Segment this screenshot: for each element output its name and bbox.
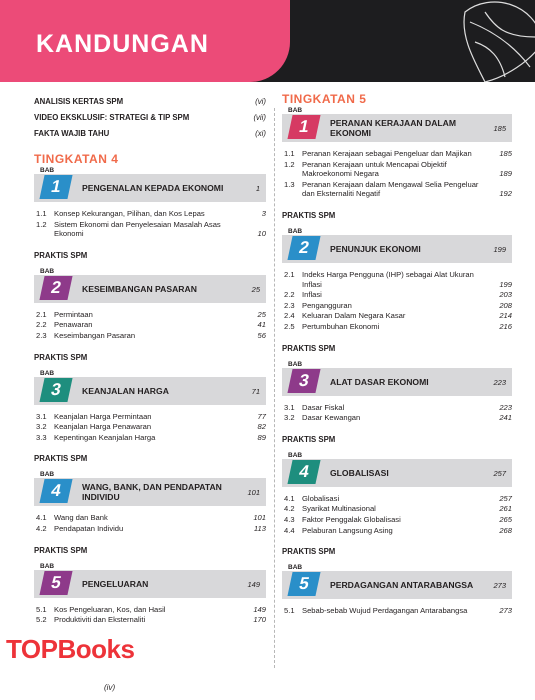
front-matter-row (34, 113, 266, 124)
subtopic-row (34, 209, 266, 219)
chapter-block (34, 369, 266, 465)
chapter-banner (34, 267, 266, 303)
chapter-banner (282, 360, 512, 396)
chapter-block (282, 227, 512, 354)
subtopic-row (34, 220, 266, 239)
chapter-number: 3 (39, 378, 72, 402)
bab-label: BAB (288, 107, 303, 114)
chapter-title: PENGENALAN KEPADA EKONOMI (82, 183, 224, 193)
chapter-page: 71 (251, 386, 260, 396)
chapter-banner (34, 471, 266, 506)
bab-label: BAB (288, 451, 303, 459)
chapter-title: GLOBALISASI (330, 467, 389, 478)
subtopic-number: 1.3 (284, 179, 295, 189)
chapter-badge (34, 371, 78, 405)
chapter-number: 4 (39, 479, 72, 503)
chapter-banner (34, 167, 266, 202)
subtopic-row (282, 322, 512, 332)
subtopic-page: 208 (499, 300, 512, 310)
chapter-title: PENUNJUK EKONOMI (330, 243, 421, 254)
subtopic-number: 2.2 (284, 290, 295, 300)
front-matter-list (34, 97, 266, 140)
chapter-badge (34, 472, 78, 506)
subtopic-number: 3.2 (284, 413, 295, 423)
chapter-page: 273 (493, 581, 506, 591)
subtopic-number: 4.2 (36, 523, 47, 533)
right-column (282, 92, 512, 616)
subtopic-number: 1.2 (36, 219, 47, 229)
subtopic-title: Keluaran Dalam Negara Kasar (302, 311, 406, 321)
chapter-block (282, 451, 512, 557)
subtopic-page: 214 (499, 311, 512, 321)
chapter-number: 1 (39, 175, 72, 199)
chapter-page: 1 (255, 184, 260, 193)
front-matter-label: ANALISIS KERTAS SPM (34, 97, 124, 106)
subtopic-title: Globalisasi (302, 493, 340, 503)
subtopic-title: Pengangguran (302, 300, 352, 310)
subtopic-title: Sistem Ekonomi dan Penyelesaian Masalah Asas Ekonomi (54, 219, 221, 239)
chapter-banner (282, 107, 512, 142)
subtopic-page: 149 (253, 604, 266, 614)
chapter-page: 223 (493, 377, 506, 387)
bab-label: BAB (40, 267, 55, 275)
chapter-block (34, 562, 266, 625)
subtopic-row (282, 606, 512, 616)
subtopic-page: 3 (261, 209, 266, 218)
subtopic-number: 1.1 (36, 209, 47, 218)
front-matter-label: VIDEO EKSKLUSIF: STRATEGI & TIP SPM (34, 113, 190, 122)
subtopic-number: 2.2 (36, 320, 47, 330)
subtopic-title: Keanjalan Harga Permintaan (54, 411, 152, 421)
subtopic-number: 4.1 (36, 513, 47, 523)
subtopic-row (282, 290, 512, 300)
chapter-banner (34, 562, 266, 598)
praktis-spm-label: PRAKTIS SPM (34, 545, 88, 555)
subtopic-row (282, 413, 512, 423)
subtopic-title: Keseimbangan Pasaran (54, 330, 136, 340)
subtopic-title: Faktor Penggalak Globalisasi (302, 514, 401, 524)
chapter-badge (282, 229, 326, 263)
chapter-number: 5 (287, 572, 320, 596)
subtopic-row (34, 433, 266, 443)
chapter-page: 199 (493, 244, 506, 254)
subtopic-page: 192 (499, 189, 512, 199)
subtopic-page: 41 (257, 320, 266, 330)
praktis-spm-label: PRAKTIS SPM (282, 547, 336, 557)
praktis-spm-label: PRAKTIS SPM (282, 434, 336, 444)
subtopic-number: 4.3 (284, 514, 295, 524)
chapter-block (34, 267, 266, 363)
subtopic-page: 56 (257, 330, 266, 340)
subtopic-page: 101 (253, 513, 266, 523)
subtopic-page: 89 (257, 432, 266, 442)
chapter-number: 2 (39, 276, 72, 300)
subtopic-number: 2.1 (284, 269, 295, 279)
subtopic-title: Syarikat Multinasional (302, 504, 376, 514)
subtopic-number: 5.1 (284, 606, 295, 616)
subtopic-title: Wang dan Bank (54, 513, 108, 523)
front-matter-page: (vi) (255, 97, 266, 106)
chapter-title: ALAT DASAR EKONOMI (330, 376, 429, 387)
subtopic-page: 203 (499, 290, 512, 300)
front-matter-page: (vii) (253, 113, 266, 122)
tingkatan-5-heading: TINGKATAN 5 (282, 92, 367, 106)
tingkatan-4-chapters (34, 167, 266, 625)
subtopic-number: 3.3 (36, 432, 47, 442)
subtopic-page: 268 (499, 525, 512, 535)
subtopic-number: 2.3 (284, 300, 295, 310)
subtopic-title: Kos Pengeluaran, Kos, dan Hasil (54, 604, 166, 614)
subtopic-row (282, 515, 512, 525)
chapter-title: PERDAGANGAN ANTARABANGSA (330, 580, 474, 591)
chapter-badge (282, 362, 326, 396)
subtopic-row (34, 310, 266, 320)
subtopic-row (34, 320, 266, 330)
subtopic-title: Inflasi (302, 290, 322, 300)
subtopic-title: Produktiviti dan Eksternaliti (54, 615, 146, 625)
chapter-block (34, 471, 266, 555)
chapter-badge (282, 108, 326, 142)
subtopic-title: Konsep Kekurangan, Pilihan, dan Kos Lepas (54, 209, 205, 218)
chapter-banner (282, 564, 512, 599)
subtopic-row (34, 524, 266, 534)
subtopic-row (34, 615, 266, 625)
subtopic-row (34, 605, 266, 615)
subtopic-row (282, 504, 512, 514)
front-matter-label: FAKTA WAJIB TAHU (34, 129, 110, 138)
subtopic-number: 5.2 (36, 615, 47, 625)
praktis-spm-label: PRAKTIS SPM (34, 250, 88, 260)
subtopic-page: 10 (257, 229, 266, 239)
chapter-title: PENGELUARAN (82, 578, 149, 589)
chapter-badge (34, 269, 78, 303)
chapter-number: 3 (287, 369, 320, 393)
subtopic-page: 273 (499, 606, 512, 616)
subtopic-title: Indeks Harga Pengguna (IHP) sebagai Alat Ukuran Inflasi (302, 269, 474, 289)
subtopic-row (282, 311, 512, 321)
chapter-page: 149 (247, 579, 260, 589)
chapter-block (282, 360, 512, 445)
subtopic-row (34, 513, 266, 523)
subtopic-page: 113 (253, 523, 266, 533)
subtopic-page: 223 (499, 402, 512, 412)
chapter-banner (34, 369, 266, 405)
bab-label: BAB (40, 369, 55, 377)
chapter-page: 185 (493, 124, 506, 133)
chapter-block (282, 107, 512, 221)
subtopic-row (34, 331, 266, 341)
chapter-number: 1 (287, 115, 320, 139)
subtopic-row (282, 270, 512, 289)
subtopic-number: 4.1 (284, 493, 295, 503)
front-matter-row (34, 129, 266, 140)
front-matter-row (34, 97, 266, 108)
subtopic-title: Dasar Fiskal (302, 402, 345, 412)
praktis-spm-label: PRAKTIS SPM (34, 352, 88, 362)
chapter-block (34, 167, 266, 261)
praktis-spm-label: PRAKTIS SPM (282, 210, 336, 220)
subtopic-row (34, 422, 266, 432)
subtopic-page: 216 (499, 321, 512, 331)
subtopic-page: 257 (499, 493, 512, 503)
chapter-number: 2 (287, 236, 320, 260)
subtopic-title: Sebab-sebab Wujud Perdagangan Antarabangsa (302, 606, 468, 616)
subtopic-number: 1.1 (284, 149, 295, 158)
subtopic-number: 2.4 (284, 311, 295, 321)
chapter-page: 101 (247, 488, 260, 498)
front-matter-page: (xi) (255, 129, 266, 138)
subtopic-row (282, 494, 512, 504)
bab-label: BAB (288, 360, 303, 368)
subtopic-page: 185 (499, 149, 512, 158)
bab-label: BAB (40, 167, 55, 174)
subtopic-title: Peranan Kerajaan untuk Mencapai Objektif Makroekonomi Negara (302, 159, 447, 179)
column-divider (274, 108, 275, 668)
bab-label: BAB (288, 227, 303, 235)
chapter-title: WANG, BANK, DAN PENDAPATAN INDIVIDU (82, 482, 222, 503)
chapter-block (282, 564, 512, 616)
chapter-badge (34, 168, 78, 202)
subtopic-title: Pertumbuhan Ekonomi (302, 321, 380, 331)
left-column (34, 92, 266, 625)
subtopic-row (282, 149, 512, 159)
chapter-page: 257 (493, 468, 506, 478)
subtopic-title: Keanjalan Harga Penawaran (54, 422, 152, 432)
praktis-spm-label: PRAKTIS SPM (282, 343, 336, 353)
subtopic-title: Pelaburan Langsung Asing (302, 525, 393, 535)
subtopic-row (282, 180, 512, 199)
chapter-number: 5 (39, 571, 72, 595)
subtopic-title: Penawaran (54, 320, 93, 330)
chapter-banner (282, 451, 512, 487)
subtopic-title: Permintaan (54, 309, 93, 319)
subtopic-number: 1.2 (284, 159, 295, 169)
subtopic-number: 2.3 (36, 330, 47, 340)
subtopic-number: 4.2 (284, 504, 295, 514)
subtopic-number: 5.1 (36, 604, 47, 614)
chapter-badge (282, 565, 326, 599)
bab-label: BAB (40, 471, 55, 479)
chapter-badge (34, 564, 78, 598)
subtopic-row (34, 412, 266, 422)
watermark-logo: TOPBooks (6, 634, 135, 664)
subtopic-row (282, 526, 512, 536)
subtopic-title: Peranan Kerajaan dalam Mengawal Selia Pengeluar dan Eksternaliti Negatif (302, 179, 479, 199)
subtopic-title: Peranan Kerajaan sebagai Pengeluar dan Majikan (302, 149, 472, 158)
subtopic-title: Kepentingan Keanjalan Harga (54, 432, 156, 442)
subtopic-page: 265 (499, 514, 512, 524)
tingkatan-5-chapters (282, 107, 512, 616)
chapter-banner (282, 227, 512, 263)
subtopic-title: Pendapatan Individu (54, 523, 124, 533)
chapter-page: 25 (251, 284, 260, 294)
subtopic-page: 82 (257, 422, 266, 432)
subtopic-number: 3.1 (36, 411, 47, 421)
bab-label: BAB (288, 564, 303, 572)
subtopic-row (282, 301, 512, 311)
chapter-title: PERANAN KERAJAAN DALAM EKONOMI (330, 118, 457, 138)
subtopic-page: 199 (499, 279, 512, 289)
chapter-number: 4 (287, 460, 320, 484)
subtopic-number: 2.5 (284, 321, 295, 331)
subtopic-number: 3.2 (36, 422, 47, 432)
page-title: KANDUNGAN (36, 30, 209, 58)
bab-label: BAB (40, 562, 55, 570)
subtopic-page: 189 (499, 169, 512, 179)
subtopic-page: 77 (257, 411, 266, 421)
chapter-title: KESEIMBANGAN PASARAN (82, 283, 197, 294)
subtopic-page: 261 (499, 504, 512, 514)
chapter-title: KEANJALAN HARGA (82, 385, 169, 396)
subtopic-page: 241 (499, 413, 512, 423)
chapter-badge (282, 453, 326, 487)
subtopic-number: 3.1 (284, 402, 295, 412)
subtopic-title: Dasar Kewangan (302, 413, 361, 423)
subtopic-row (282, 160, 512, 179)
subtopic-page: 25 (257, 309, 266, 319)
praktis-spm-label: PRAKTIS SPM (34, 454, 88, 464)
subtopic-page: 170 (253, 615, 266, 625)
page-header (0, 0, 535, 82)
tingkatan-4-heading: TINGKATAN 4 (34, 152, 119, 166)
subtopic-number: 4.4 (284, 525, 295, 535)
subtopic-row (282, 403, 512, 413)
page-number: (iv) (104, 683, 116, 692)
monstera-leaf-icon (435, 0, 535, 82)
subtopic-number: 2.1 (36, 309, 47, 319)
